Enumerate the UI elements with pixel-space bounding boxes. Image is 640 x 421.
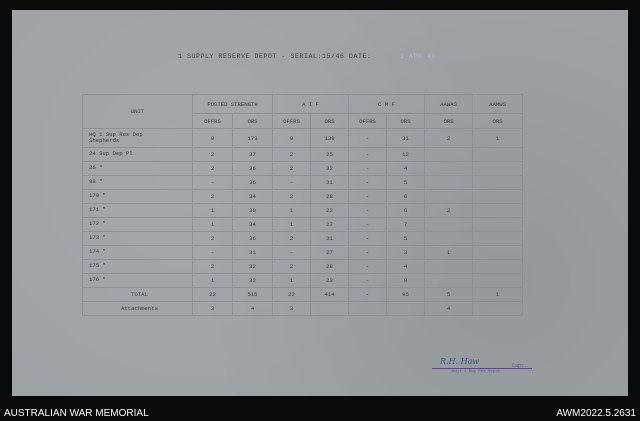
cell-unit bbox=[83, 162, 193, 176]
cell-aamws bbox=[473, 218, 523, 232]
unit-name: Shepherds bbox=[89, 137, 120, 144]
table-row bbox=[83, 288, 523, 302]
cell-unit bbox=[83, 246, 193, 260]
cell-aif-ors: 22 bbox=[311, 204, 349, 218]
cell-aif-ors: 31 bbox=[311, 232, 349, 246]
cell-aif-offrs: - bbox=[273, 176, 311, 190]
cell-cmf-offrs: - bbox=[349, 260, 387, 274]
cell-cmf-ors bbox=[387, 302, 425, 316]
cell-aif-ors: 32 bbox=[311, 162, 349, 176]
cell-posted-offrs: - bbox=[193, 176, 233, 190]
cell-cmf-offrs: - bbox=[349, 218, 387, 232]
cell-posted-offrs: 2 bbox=[193, 162, 233, 176]
unit-name: 176 " bbox=[89, 276, 106, 284]
subheader-ors: ORS bbox=[233, 114, 273, 129]
cell-posted-offrs: 1 bbox=[193, 204, 233, 218]
header-cmf: C M F bbox=[349, 95, 425, 114]
cell-unit bbox=[83, 274, 193, 288]
cell-unit bbox=[83, 232, 193, 246]
cell-aawas bbox=[425, 232, 473, 246]
cell-posted-offrs: 3 bbox=[193, 302, 233, 316]
cell-aif-ors: 27 bbox=[311, 218, 349, 232]
cell-cmf-offrs: - bbox=[349, 274, 387, 288]
header-aamws: AAMWS bbox=[473, 95, 523, 114]
cell-posted-offrs: 1 bbox=[193, 218, 233, 232]
cell-aif-offrs: 2 bbox=[273, 148, 311, 162]
cell-posted-ors: 32 bbox=[233, 260, 273, 274]
cell-aif-offrs: 3 bbox=[273, 302, 311, 316]
cell-aif-ors: 23 bbox=[311, 274, 349, 288]
cell-cmf-offrs: - bbox=[349, 246, 387, 260]
cell-aif-offrs: - bbox=[273, 246, 311, 260]
cell-aawas bbox=[425, 190, 473, 204]
cell-unit bbox=[83, 190, 193, 204]
cell-cmf-offrs: - bbox=[349, 162, 387, 176]
footer-bar bbox=[0, 408, 640, 421]
cell-cmf-offrs: - bbox=[349, 232, 387, 246]
subheader-ors: ORS bbox=[387, 114, 425, 129]
cell-posted-ors: 31 bbox=[233, 246, 273, 260]
signature-rank: Capt. bbox=[512, 363, 528, 369]
cell-aawas bbox=[425, 148, 473, 162]
cell-aif-ors: 139 bbox=[311, 129, 349, 148]
cell-aamws: 1 bbox=[473, 288, 523, 302]
cell-cmf-ors: 5 bbox=[387, 232, 425, 246]
cell-cmf-offrs: - bbox=[349, 204, 387, 218]
cell-posted-ors: 37 bbox=[233, 148, 273, 162]
cell-posted-offrs: 9 bbox=[193, 129, 233, 148]
cell-posted-ors: 30 bbox=[233, 204, 273, 218]
cell-unit bbox=[83, 129, 193, 148]
cell-unit: Attachments bbox=[83, 302, 193, 316]
subheader-offrs: OFFRS bbox=[193, 114, 233, 129]
cell-cmf-offrs bbox=[349, 302, 387, 316]
table-row bbox=[83, 190, 523, 204]
signature: R.H. Haw bbox=[440, 357, 480, 366]
cell-posted-ors: 36 bbox=[233, 176, 273, 190]
cell-aawas bbox=[425, 176, 473, 190]
header-aawas: AAWAS bbox=[425, 95, 473, 114]
cell-aif-offrs: 1 bbox=[273, 274, 311, 288]
cell-aawas: 2 bbox=[425, 129, 473, 148]
unit-name: 172 " bbox=[89, 220, 106, 228]
signature-org: Adjt 1 Sup Res Depot bbox=[452, 370, 501, 374]
subheader-ors: ORS bbox=[311, 114, 349, 129]
unit-name: 170 " bbox=[89, 192, 106, 200]
cell-unit bbox=[83, 176, 193, 190]
cell-unit: TOTAL bbox=[83, 288, 193, 302]
cell-cmf-offrs: - bbox=[349, 190, 387, 204]
cell-cmf-ors: 12 bbox=[387, 148, 425, 162]
cell-aamws bbox=[473, 274, 523, 288]
cell-aamws bbox=[473, 162, 523, 176]
unit-name: 26 " bbox=[89, 164, 103, 172]
cell-posted-offrs: 22 bbox=[193, 288, 233, 302]
cell-cmf-ors: 6 bbox=[387, 204, 425, 218]
table-row bbox=[83, 129, 523, 148]
unit-name: 174 " bbox=[89, 248, 106, 256]
cell-posted-ors: 36 bbox=[233, 232, 273, 246]
cell-posted-ors: 32 bbox=[233, 274, 273, 288]
cell-posted-ors: 173 bbox=[233, 129, 273, 148]
table-row bbox=[83, 176, 523, 190]
signature-block bbox=[432, 357, 537, 377]
subheader-offrs: OFFRS bbox=[273, 114, 311, 129]
cell-posted-offrs: - bbox=[193, 246, 233, 260]
footer-source: AUSTRALIAN WAR MEMORIAL bbox=[4, 408, 149, 419]
table-row bbox=[83, 246, 523, 260]
cell-aif-ors bbox=[311, 302, 349, 316]
footer-accession: AWM2022.5.2631 bbox=[556, 408, 636, 419]
cell-unit bbox=[83, 260, 193, 274]
cell-aif-offrs: 22 bbox=[273, 288, 311, 302]
cell-cmf-offrs: - bbox=[349, 148, 387, 162]
date-stamp: 1 APR 46 bbox=[400, 53, 437, 60]
cell-unit bbox=[83, 218, 193, 232]
cell-posted-offrs: 1 bbox=[193, 274, 233, 288]
cell-cmf-ors: 7 bbox=[387, 218, 425, 232]
cell-aawas bbox=[425, 274, 473, 288]
table-row bbox=[83, 232, 523, 246]
document-title: 1 SUPPLY RESERVE DEPOT - SERIAL:15/46 DATE: bbox=[178, 53, 372, 60]
cell-aawas: 4 bbox=[425, 302, 473, 316]
unit-name: 173 " bbox=[89, 234, 106, 242]
table-row bbox=[83, 274, 523, 288]
cell-aawas bbox=[425, 260, 473, 274]
cell-posted-ors: 34 bbox=[233, 218, 273, 232]
table-row bbox=[83, 204, 523, 218]
cell-cmf-ors: 9 bbox=[387, 274, 425, 288]
cell-aamws bbox=[473, 260, 523, 274]
cell-aif-ors: 25 bbox=[311, 148, 349, 162]
table-row bbox=[83, 162, 523, 176]
cell-cmf-offrs: - bbox=[349, 129, 387, 148]
cell-aif-offrs: 9 bbox=[273, 129, 311, 148]
cell-aamws bbox=[473, 204, 523, 218]
unit-name: HQ 1 Sup Res Dep bbox=[89, 130, 143, 138]
cell-aawas: 5 bbox=[425, 288, 473, 302]
cell-aif-offrs: 2 bbox=[273, 190, 311, 204]
cell-cmf-ors: 31 bbox=[387, 129, 425, 148]
subheader-ors: ORS bbox=[425, 114, 473, 129]
cell-cmf-ors: 6 bbox=[387, 190, 425, 204]
cell-aif-offrs: 2 bbox=[273, 162, 311, 176]
cell-aamws bbox=[473, 232, 523, 246]
cell-cmf-ors: 3 bbox=[387, 246, 425, 260]
cell-unit bbox=[83, 204, 193, 218]
cell-aamws bbox=[473, 302, 523, 316]
cell-posted-offrs: 2 bbox=[193, 232, 233, 246]
cell-cmf-ors: 4 bbox=[387, 162, 425, 176]
cell-posted-ors: 515 bbox=[233, 288, 273, 302]
cell-aif-ors: 28 bbox=[311, 260, 349, 274]
cell-cmf-ors: 4 bbox=[387, 260, 425, 274]
cell-aawas bbox=[425, 162, 473, 176]
cell-posted-offrs: 2 bbox=[193, 260, 233, 274]
cell-aawas: 2 bbox=[425, 204, 473, 218]
cell-aif-offrs: 2 bbox=[273, 260, 311, 274]
cell-aamws bbox=[473, 148, 523, 162]
cell-cmf-ors: 95 bbox=[387, 288, 425, 302]
table-row bbox=[83, 260, 523, 274]
header-aif: A I F bbox=[273, 95, 349, 114]
table-row bbox=[83, 302, 523, 316]
signature-line bbox=[432, 368, 532, 369]
cell-posted-ors: 4 bbox=[233, 302, 273, 316]
cell-aif-ors: 28 bbox=[311, 190, 349, 204]
cell-cmf-ors: 5 bbox=[387, 176, 425, 190]
cell-unit bbox=[83, 148, 193, 162]
cell-posted-ors: 34 bbox=[233, 190, 273, 204]
cell-aamws: 1 bbox=[473, 129, 523, 148]
cell-posted-offrs: 2 bbox=[193, 190, 233, 204]
cell-cmf-offrs: - bbox=[349, 288, 387, 302]
table-row bbox=[83, 148, 523, 162]
unit-name: 171 " bbox=[89, 206, 106, 214]
table-row bbox=[83, 218, 523, 232]
cell-aawas bbox=[425, 218, 473, 232]
unit-name: 175 " bbox=[89, 262, 106, 270]
cell-aamws bbox=[473, 190, 523, 204]
cell-cmf-offrs: - bbox=[349, 176, 387, 190]
cell-aif-ors: 27 bbox=[311, 246, 349, 260]
cell-aif-ors: 31 bbox=[311, 176, 349, 190]
header-unit: UNIT bbox=[83, 95, 193, 129]
cell-aif-ors: 414 bbox=[311, 288, 349, 302]
unit-name: 24 Sup Dep Pl bbox=[89, 150, 133, 158]
subheader-ors: ORS bbox=[473, 114, 523, 129]
unit-name: 98 " bbox=[89, 178, 103, 186]
cell-posted-offrs: 2 bbox=[193, 148, 233, 162]
subheader-offrs: OFFRS bbox=[349, 114, 387, 129]
strength-table bbox=[82, 94, 523, 316]
cell-aif-offrs: 1 bbox=[273, 204, 311, 218]
header-posted-strength: POSTED STRENGTH bbox=[193, 95, 273, 114]
table-header-row bbox=[83, 95, 523, 114]
cell-aamws bbox=[473, 176, 523, 190]
cell-aawas: 1 bbox=[425, 246, 473, 260]
cell-aif-offrs: 1 bbox=[273, 218, 311, 232]
cell-aif-offrs: 2 bbox=[273, 232, 311, 246]
cell-aamws bbox=[473, 246, 523, 260]
cell-posted-ors: 36 bbox=[233, 162, 273, 176]
